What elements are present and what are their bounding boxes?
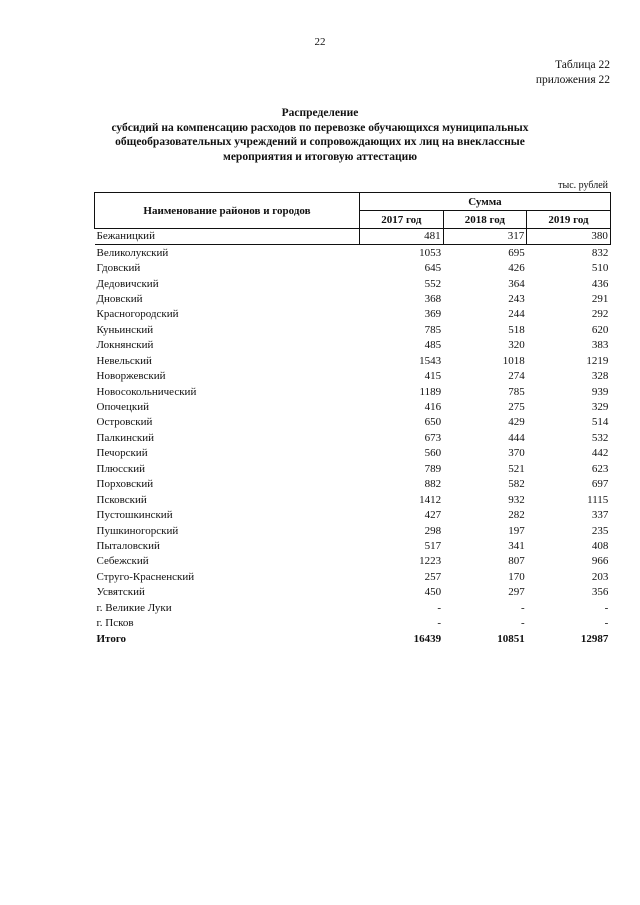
value-2019: 510: [591, 262, 609, 275]
table-row: [95, 276, 611, 291]
header-year-2019: 2019 год: [527, 211, 611, 229]
header-sum: Сумма: [360, 193, 611, 211]
value-2018: 807: [508, 555, 525, 568]
value-2019: 620: [591, 323, 609, 336]
value-2019: 532: [591, 431, 609, 444]
table-row: [95, 462, 611, 477]
district-name: Пушкиногорский: [96, 524, 179, 537]
table-row: [95, 400, 611, 415]
value-2017: 369: [424, 308, 442, 321]
subsidy-table: [94, 192, 611, 647]
district-name: Пыталовский: [96, 539, 160, 552]
district-name: Куньинский: [96, 323, 154, 336]
value-2018: 521: [508, 462, 525, 475]
value-2018: 243: [508, 292, 525, 305]
value-2018: 785: [508, 385, 525, 398]
value-2019: 291: [591, 292, 609, 305]
value-2019: 337: [591, 509, 609, 522]
district-name: Великолукский: [96, 246, 169, 259]
value-2019: 408: [591, 539, 609, 552]
unit-note: тыс. рублей: [558, 180, 608, 191]
district-name: Плюсский: [96, 462, 146, 475]
district-name: г. Великие Луки: [96, 601, 172, 614]
table-row: [95, 508, 611, 523]
district-name: Дновский: [96, 292, 143, 305]
value-2019: 939: [591, 385, 609, 398]
value-2017: 650: [424, 416, 442, 429]
value-2017: 1412: [419, 493, 442, 506]
district-name: Струго-Красненский: [96, 570, 195, 583]
value-2019: 832: [591, 246, 609, 259]
table-row: [95, 431, 611, 446]
value-2017: 552: [424, 277, 442, 290]
value-2018: -: [521, 617, 525, 630]
value-2018: 197: [508, 524, 525, 537]
district-name: Бежаницкий: [95, 229, 360, 245]
value-2017: 257: [424, 570, 442, 583]
header-year-2018: 2018 год: [443, 211, 527, 229]
value-2017: 485: [424, 339, 442, 352]
value-2017: 560: [424, 447, 442, 460]
table-row: [95, 446, 611, 461]
value-2018: 274: [508, 370, 525, 383]
value-2019: -: [604, 617, 609, 630]
table-row: [95, 323, 611, 338]
district-name: Новоржевский: [96, 370, 166, 383]
title-line-1: Распределение: [281, 107, 359, 119]
value-2019: 697: [591, 478, 609, 491]
value-2018: 426: [508, 262, 525, 275]
district-name: Невельский: [96, 354, 152, 367]
table-row: [95, 492, 611, 507]
value-2017: 298: [424, 524, 442, 537]
district-name: Красногородский: [96, 308, 179, 321]
district-name: Локнянский: [96, 339, 154, 352]
table-row: [95, 539, 611, 554]
district-name: Печорский: [96, 447, 148, 460]
table-row: [95, 292, 611, 307]
table-row: [95, 261, 611, 276]
value-2019: -: [604, 601, 609, 614]
table-row: [95, 338, 611, 353]
table-row: [95, 415, 611, 430]
table-row: [95, 570, 611, 585]
table-row: [95, 354, 611, 369]
value-2019: 514: [591, 416, 609, 429]
value-2018: 297: [508, 586, 525, 599]
header-district-name: Наименование районов и городов: [95, 193, 360, 229]
table-row: [95, 601, 611, 616]
value-2017: 1543: [419, 354, 442, 367]
value-2019: 203: [591, 570, 609, 583]
value-2019: 380: [527, 229, 611, 245]
value-2018: 695: [508, 246, 525, 259]
value-2019: 329: [591, 401, 609, 414]
value-2017: -: [437, 601, 442, 614]
value-2017: 427: [424, 509, 442, 522]
value-2017: 1223: [419, 555, 442, 568]
value-2018: 518: [508, 323, 525, 336]
table-row: [95, 245, 611, 261]
district-name: Пустошкинский: [96, 509, 173, 522]
value-2018: 320: [508, 339, 525, 352]
district-name: Дедовичский: [96, 277, 159, 290]
title-line-2: субсидий на компенсацию расходов по перевозке обучающихся муниципальных: [111, 121, 529, 134]
value-2017: 882: [424, 478, 442, 491]
table-row: [95, 307, 611, 322]
table-row: [95, 477, 611, 492]
value-2018: 582: [508, 478, 525, 491]
value-2019: 623: [591, 462, 609, 475]
value-2019: 442: [591, 447, 609, 460]
table-reference: [536, 58, 610, 88]
district-name: Порховский: [96, 478, 154, 491]
value-2018: 444: [508, 431, 525, 444]
table-reference-line-1: Таблица 22: [555, 59, 610, 71]
district-name: Опочецкий: [96, 401, 149, 414]
value-2017: 645: [424, 262, 442, 275]
value-2019: 1115: [587, 493, 609, 506]
value-2018: 317: [443, 229, 527, 245]
value-2017: -: [437, 617, 442, 630]
value-2017: 481: [360, 229, 444, 245]
value-2018: 170: [508, 570, 525, 583]
value-2018: 282: [508, 509, 525, 522]
value-2017: 517: [424, 539, 442, 552]
district-name: Усвятский: [96, 586, 145, 599]
value-2019: 1219: [586, 354, 609, 367]
total-value-2018: 10851: [497, 632, 525, 645]
title-line-4: мероприятия и итоговую аттестацию: [222, 150, 417, 163]
value-2019: 356: [591, 586, 609, 599]
district-name: Островский: [96, 416, 153, 429]
district-name: Себежский: [96, 555, 149, 568]
table-reference-line-2: приложения 22: [535, 74, 610, 86]
value-2019: 235: [591, 524, 609, 537]
value-2018: 932: [508, 493, 525, 506]
value-2019: 328: [591, 370, 609, 383]
value-2018: 1018: [502, 354, 525, 367]
value-2018: 370: [508, 447, 525, 460]
page-number: 22: [314, 36, 326, 48]
value-2018: 364: [508, 277, 525, 290]
value-2017: 673: [424, 431, 442, 444]
table-body: [95, 229, 611, 647]
table-row: [95, 616, 611, 631]
value-2017: 415: [424, 370, 442, 383]
value-2019: 292: [591, 308, 609, 321]
value-2017: 1053: [419, 246, 442, 259]
value-2018: -: [521, 601, 525, 614]
district-name: Гдовский: [96, 262, 141, 275]
value-2018: 429: [508, 416, 525, 429]
title-line-3: общеобразовательных учреждений и сопровождающих их лиц на внеклассные: [115, 136, 525, 148]
value-2017: 416: [424, 401, 442, 414]
district-name: Новосокольнический: [96, 385, 197, 398]
table-row: [95, 523, 611, 538]
document-title: [60, 106, 580, 164]
value-2019: 966: [591, 555, 609, 568]
district-name: г. Псков: [96, 617, 134, 630]
value-2018: 341: [508, 539, 525, 552]
value-2018: 244: [508, 308, 525, 321]
value-2017: 368: [424, 292, 442, 305]
table-row: [95, 384, 611, 399]
value-2017: 785: [424, 323, 442, 336]
total-value-2019: 12987: [580, 632, 609, 645]
table-row: [95, 229, 611, 245]
total-value-2017: 16439: [413, 632, 442, 645]
table-row: [95, 369, 611, 384]
table-row: [95, 554, 611, 569]
value-2017: 789: [424, 462, 442, 475]
total-label: Итого: [96, 632, 127, 645]
district-name: Палкинский: [96, 431, 155, 444]
value-2019: 383: [591, 339, 609, 352]
value-2019: 436: [591, 277, 609, 290]
table-total-row: [95, 631, 611, 646]
table-row: [95, 585, 611, 600]
value-2018: 275: [508, 401, 525, 414]
header-year-2017: 2017 год: [360, 211, 444, 229]
value-2017: 1189: [419, 385, 442, 398]
district-name: Псковский: [96, 493, 147, 506]
value-2017: 450: [424, 586, 442, 599]
